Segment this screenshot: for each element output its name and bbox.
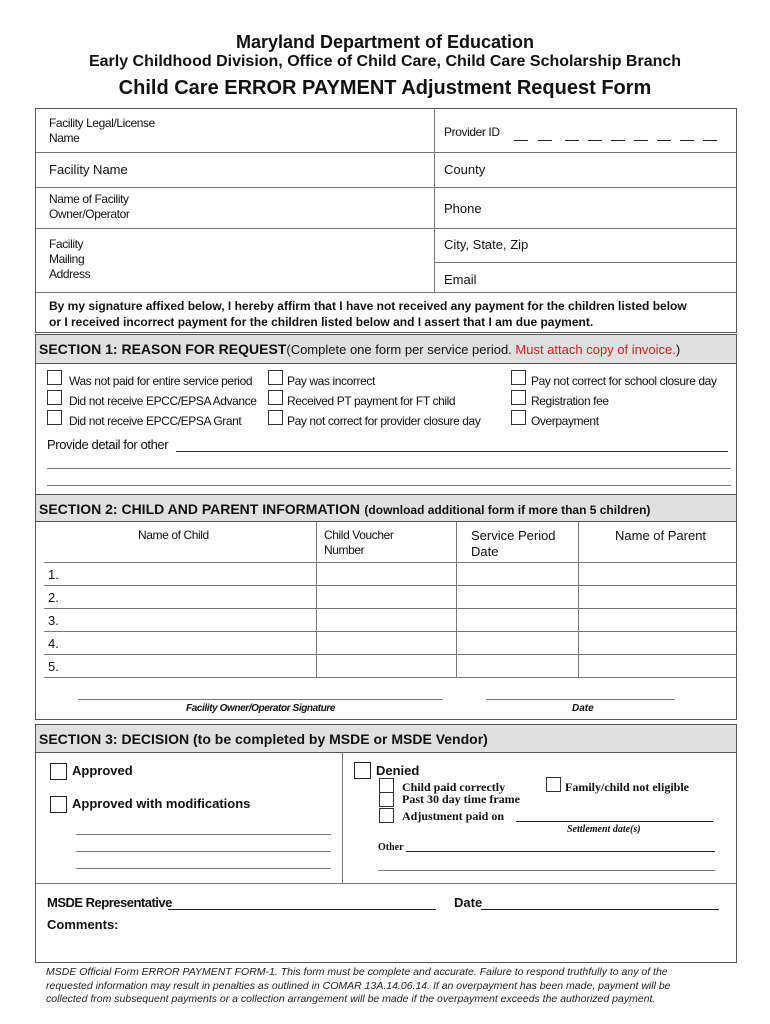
other-label: Other <box>378 842 404 853</box>
reason-checkbox-overpayment[interactable] <box>511 410 526 425</box>
reason-overpayment: Overpayment <box>531 414 599 428</box>
section1-title-row: SECTION 1: REASON FOR REQUEST(Complete one form per service period. Must attach copy of invoice.) <box>39 341 681 357</box>
section2-title-row: SECTION 2: CHILD AND PARENT INFORMATION (download additional form if more than 5 children) <box>39 501 651 517</box>
msde-date-label: Date <box>454 895 483 910</box>
reason-checkbox-registration[interactable] <box>511 390 526 405</box>
signature-input[interactable] <box>78 699 443 700</box>
adjustment-checkbox[interactable] <box>379 808 394 823</box>
agency-title: Maryland Department of Education <box>235 32 535 52</box>
denied-checkbox[interactable] <box>354 762 371 779</box>
affirmation-text: By my signature affixed below, I hereby affirm that I have not received any payment for the children listed below or I received incorrect payment for the children listed below and I assert that I am due payment. <box>49 299 687 329</box>
facility-name-label: Facility Name <box>49 162 128 177</box>
col-header-voucher: Child Voucher Number <box>324 528 394 557</box>
provider-id-input[interactable] <box>514 130 729 142</box>
approved-mod-line-3[interactable] <box>76 868 331 869</box>
legal-name-label: Facility Legal/License Name <box>49 116 155 145</box>
child-paid-label: Child paid correctly <box>402 780 506 794</box>
adjustment-label: Adjustment paid on <box>402 809 505 823</box>
reason-checkbox-grant[interactable] <box>47 410 62 425</box>
detail-other-line-3[interactable] <box>47 485 731 486</box>
table-row: 2. <box>48 590 59 605</box>
adjustment-date-input[interactable] <box>516 821 713 822</box>
settlement-label: Settlement date(s) <box>567 824 641 835</box>
footer-disclaimer: MSDE Official Form ERROR PAYMENT FORM-1. This form must be complete and accurate. Failure to respond truthfully to any of the requested information may result in penalties as outlined in COMAR 13A.14.06.14. If an overpayment has been made, payment will be collected from subsequent payments or a collection arrangement will be made if the overpayment exceeds the authorized payment. <box>46 966 671 1005</box>
col-header-parent: Name of Parent <box>615 528 707 543</box>
detail-other-label: Provide detail for other <box>47 437 169 452</box>
form-title: Child Care ERROR PAYMENT Adjustment Request Form <box>118 77 652 99</box>
email-label: Email <box>444 272 477 287</box>
provider-id-label: Provider ID <box>444 125 500 139</box>
reason-checkbox-pt-payment[interactable] <box>268 390 283 405</box>
family-ineligible-checkbox[interactable] <box>546 777 561 792</box>
reason-checkbox-provider-closure[interactable] <box>268 410 283 425</box>
city-state-zip-label: City, State, Zip <box>444 237 529 252</box>
col-header-child: Name of Child <box>138 528 209 542</box>
approved-mod-line-1[interactable] <box>76 834 331 835</box>
reason-checkbox-school-closure[interactable] <box>511 370 526 385</box>
comments-label: Comments: <box>47 917 119 932</box>
table-row: 5. <box>48 659 59 674</box>
reason-grant: Did not receive EPCC/EPSA Grant <box>69 414 242 428</box>
reason-school-closure: Pay not correct for school closure day <box>531 374 717 388</box>
reason-provider-closure: Pay not correct for provider closure day <box>287 414 481 428</box>
reason-checkbox-pay-incorrect[interactable] <box>268 370 283 385</box>
phone-label: Phone <box>444 201 482 216</box>
mailing-address-label: Facility Mailing Address <box>49 237 91 281</box>
msde-rep-input[interactable] <box>168 909 436 910</box>
msde-rep-label: MSDE Representative <box>47 895 172 910</box>
approved-label: Approved <box>72 763 133 778</box>
approved-mod-checkbox[interactable] <box>50 796 67 813</box>
past-30-checkbox[interactable] <box>379 792 394 807</box>
reason-checkbox-advance[interactable] <box>47 390 62 405</box>
reason-not-paid: Was not paid for entire service period <box>69 374 253 388</box>
table-row: 1. <box>48 567 59 582</box>
reason-registration: Registration fee <box>531 394 609 408</box>
approved-checkbox[interactable] <box>50 763 67 780</box>
table-row: 3. <box>48 613 59 628</box>
approved-mod-label: Approved with modifications <box>72 796 251 811</box>
past-30-label: Past 30 day time frame <box>402 792 520 806</box>
other-input[interactable] <box>406 851 715 852</box>
county-label: County <box>444 162 486 177</box>
detail-other-input[interactable] <box>176 451 728 452</box>
reason-pay-incorrect: Pay was incorrect <box>287 374 375 388</box>
division-subtitle: Early Childhood Division, Office of Child Care, Child Care Scholarship Branch <box>88 53 682 70</box>
owner-label: Name of Facility Owner/Operator <box>49 192 130 221</box>
denied-label: Denied <box>376 763 420 778</box>
signature-label: Facility Owner/Operator Signature <box>186 703 336 714</box>
child-paid-checkbox[interactable] <box>379 778 394 793</box>
detail-other-line-2[interactable] <box>47 468 731 469</box>
reason-pt-payment: Received PT payment for FT child <box>287 394 456 408</box>
other-line-2[interactable] <box>378 870 715 871</box>
table-row: 4. <box>48 636 59 651</box>
section3-title: SECTION 3: DECISION (to be completed by MSDE or MSDE Vendor) <box>39 731 488 747</box>
col-header-service: Service Period Date <box>471 528 556 559</box>
signature-date-input[interactable] <box>486 699 675 700</box>
signature-date-label: Date <box>572 703 594 714</box>
reason-advance: Did not receive EPCC/EPSA Advance <box>69 394 257 408</box>
msde-date-input[interactable] <box>481 909 719 910</box>
family-ineligible-label: Family/child not eligible <box>565 780 690 794</box>
reason-checkbox-not-paid[interactable] <box>47 370 62 385</box>
approved-mod-line-2[interactable] <box>76 851 331 852</box>
